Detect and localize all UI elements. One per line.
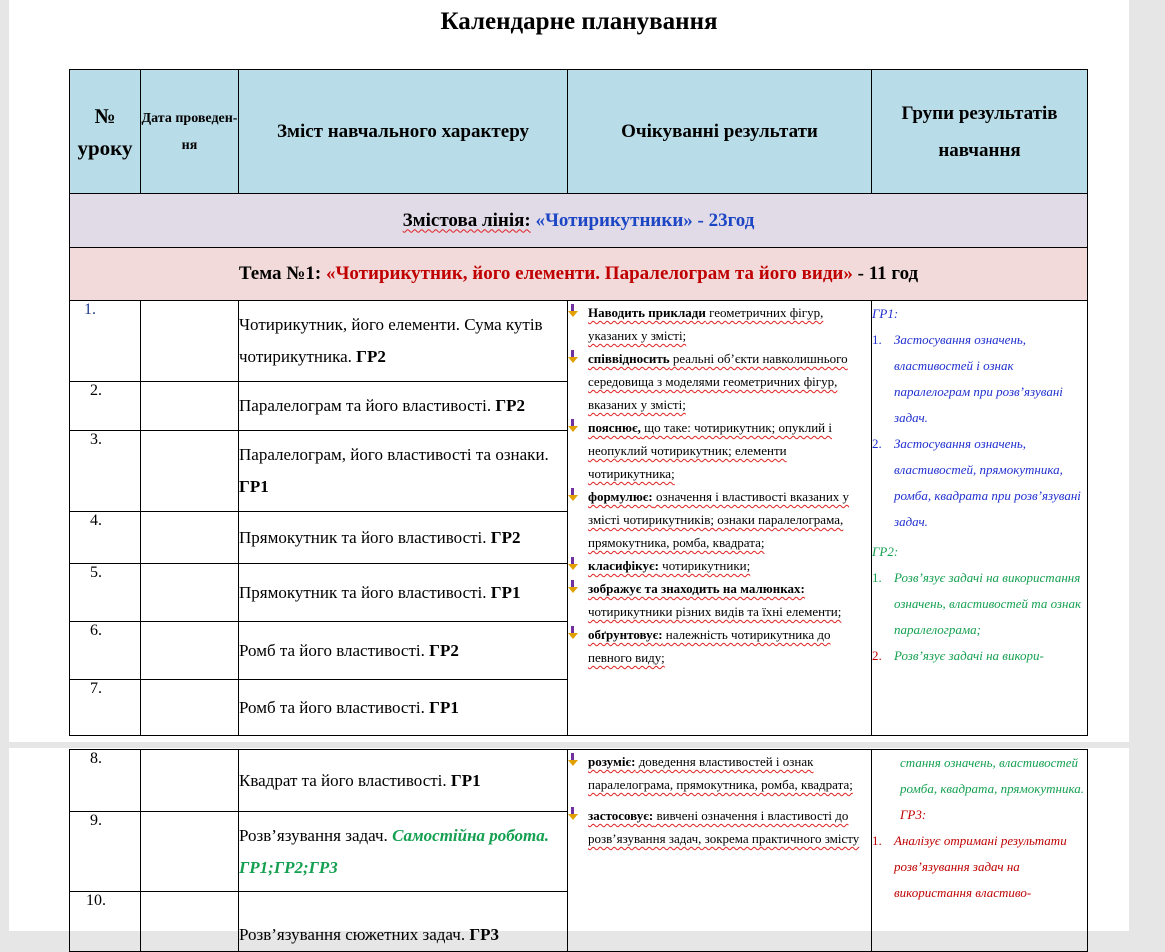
result-item: зображує та знаходить на малюнках: чотирикутники різних видів та їхні елементи; (568, 577, 871, 623)
result-item: формулює: означення і властивості вказаних у змісті чотирикутників; ознаки паралелограма, прямокутника, ромба, квадрата; (568, 485, 871, 554)
group-heading: ГР1: (872, 306, 899, 321)
group-list (872, 828, 1087, 906)
topic-prefix: Тема №1: (238, 263, 326, 284)
lesson-number: 6. (90, 622, 102, 639)
date-cell[interactable] (141, 622, 239, 680)
table-row (70, 750, 1088, 812)
date-cell[interactable] (141, 301, 239, 382)
group-heading: ГР2: (872, 544, 899, 559)
page-break (9, 742, 1129, 748)
date-cell[interactable] (141, 750, 239, 812)
result-item: обґрунтовує: належність чотирикутника до певного виду; (568, 623, 871, 669)
date-cell[interactable] (141, 812, 239, 892)
lesson-topic: Розв’язування задач. Самостійна робота. ГР1;ГР2;ГР3 (239, 812, 568, 892)
header-results: Очікуванні результати (568, 70, 872, 194)
lesson-number: 3. (90, 431, 102, 448)
date-cell[interactable] (141, 564, 239, 622)
result-item: класифікує: чотирикутники; (568, 554, 871, 577)
bullet-arrow-icon (568, 304, 578, 318)
lesson-number: 9. (90, 812, 102, 829)
content-line-name: «Чотирикутники» (535, 209, 693, 231)
bullet-arrow-icon (568, 419, 578, 433)
header-groups: Групи результатів навчання (872, 70, 1088, 194)
lesson-topic: Прямокутник та його властивості. ГР2 (239, 512, 568, 564)
lesson-number: 5. (90, 564, 102, 581)
results-cell (568, 301, 872, 736)
result-item: розуміє: доведення властивостей і ознак паралелограма, прямокутника, ромба, квадрата; (568, 750, 871, 796)
date-cell[interactable] (141, 680, 239, 736)
table-row (70, 301, 1088, 382)
lesson-topic: Паралелограм та його властивості. ГР2 (239, 382, 568, 431)
lesson-topic: Ромб та його властивості. ГР2 (239, 622, 568, 680)
lesson-number: 8. (90, 750, 102, 767)
bullet-arrow-icon (568, 626, 578, 640)
result-item: застосовує: вивчені означення і властивості до розв’язування задач, зокрема практичного змісту (568, 804, 871, 850)
bullet-arrow-icon (568, 350, 578, 364)
list-item: 1. Розв’язує задачі на використання означень, властивостей та ознак паралелограма; (872, 570, 1082, 637)
lesson-number: 7. (90, 680, 102, 697)
result-item: співвідносить реальні об’єкти навколишнього середовища з моделями геометричних фігур, вказаних у змісті; (568, 347, 871, 416)
topic-name: «Чотирикутник, його елементи. Паралелограм та його види» (325, 263, 853, 284)
lesson-number: 1. (84, 301, 96, 318)
lesson-topic: Квадрат та його властивості. ГР1 (239, 750, 568, 812)
list-item: 1. Аналізує отримані результати розв’язування задач на використання властиво- (872, 833, 1067, 900)
list-item: 1. Застосування означень, властивостей і ознак паралелограм при розв’язувані задач. (872, 332, 1063, 425)
header-content: Зміст навчального характеру (239, 70, 568, 194)
topic-row (70, 248, 1088, 301)
result-item: Наводить приклади геометричних фігур, указаних у змісті; (568, 301, 871, 347)
group-heading: ГР3: (900, 807, 927, 822)
result-item: пояснює, що таке: чотирикутник; опуклий і неопуклий чотирикутник; елементи чотирикутника; (568, 416, 871, 485)
date-cell[interactable] (141, 892, 239, 952)
bullet-arrow-icon (568, 807, 578, 821)
groups-cell (872, 750, 1088, 952)
list-item: 2. Розв’язує задачі на викори- (872, 648, 1044, 663)
results-cell (568, 750, 872, 952)
lesson-topic: Чотирикутник, його елементи. Сума кутів чотирикутника. ГР2 (239, 301, 568, 382)
lesson-topic: Ромб та його властивості. ГР1 (239, 680, 568, 736)
group-continued-text: стання означень, властивостей ромба, квадрата, прямокутника. (900, 755, 1084, 796)
table-header-row (70, 70, 1088, 194)
groups-cell (872, 301, 1088, 736)
header-lesson-number: № уроку (70, 70, 141, 194)
lesson-topic: Паралелограм, його властивості та ознаки. ГР1 (239, 431, 568, 512)
content-line-prefix: Змістова лінія: (402, 209, 531, 231)
date-cell[interactable] (141, 382, 239, 431)
planning-table-continued (69, 749, 1088, 952)
bullet-arrow-icon (568, 580, 578, 594)
lesson-topic: Прямокутник та його властивості. ГР1 (239, 564, 568, 622)
group-list (872, 565, 1087, 669)
bullet-arrow-icon (568, 488, 578, 502)
lesson-number: 4. (90, 512, 102, 529)
lesson-number: 10. (86, 892, 106, 909)
group-list (872, 327, 1087, 535)
list-item: 2. Застосування означень, властивостей, прямокутника, ромба, квадрата при розв’язувані задач. (872, 436, 1081, 529)
lesson-topic: Розв’язування сюжетних задач. ГР3 (239, 892, 568, 952)
date-cell[interactable] (141, 512, 239, 564)
planning-table (69, 69, 1088, 736)
content-line-hours: - 23год (692, 209, 755, 231)
date-cell[interactable] (141, 431, 239, 512)
header-date: Дата проведен-ня (141, 70, 239, 194)
document-title: Календарне планування (440, 8, 718, 35)
bullet-arrow-icon (568, 557, 578, 571)
content-line-row (70, 194, 1088, 248)
lesson-number: 2. (90, 382, 102, 399)
bullet-arrow-icon (568, 753, 578, 767)
topic-hours: - 11 год (852, 263, 919, 284)
